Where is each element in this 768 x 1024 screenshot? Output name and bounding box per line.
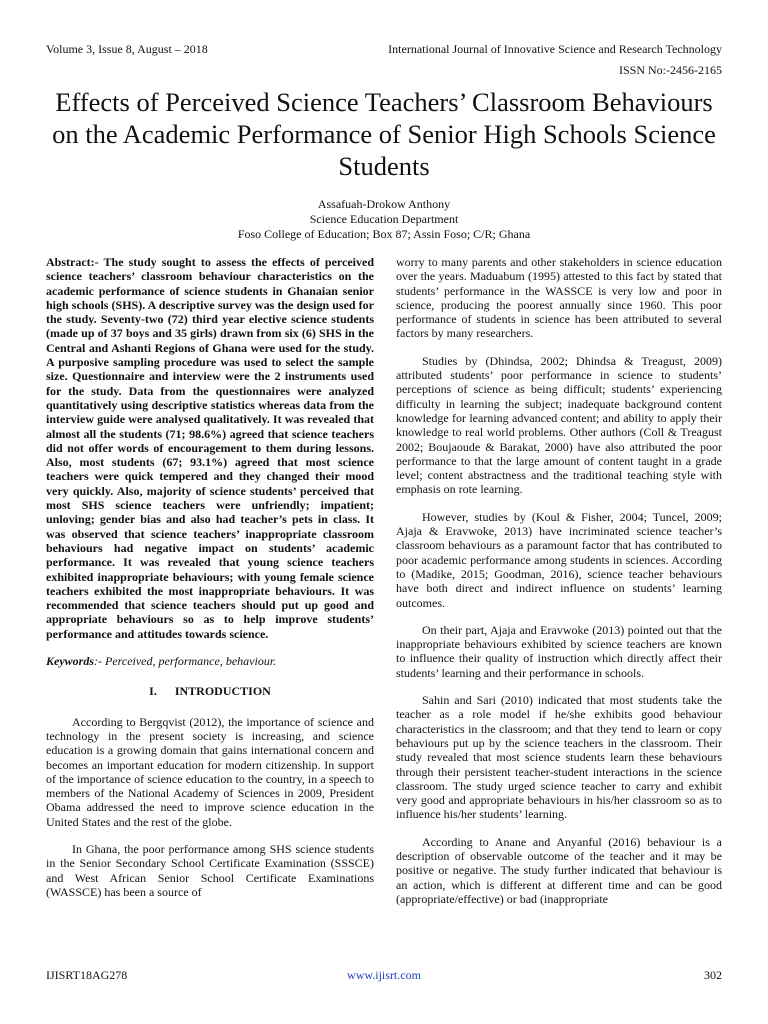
keywords-text: :- Perceived, performance, behaviour. [94, 654, 277, 669]
page-number: 302 [704, 968, 722, 982]
body-paragraph: On their part, Ajaja and Eravwoke (2013) pointed out that the inappropriate behaviours exhibited by science teachers are known to influence their quality of instruction which directly affect their students’ learning and their performance in schools. [396, 622, 722, 680]
intro-paragraph: In Ghana, the poor performance among SHS science students in the Senior Secondary School Certificate Examination (SSSCE) and West African Senior School Certificate Examinations (WASSCE) has been a source of [46, 841, 374, 899]
journal-name: International Journal of Innovative Science and Research Technology [388, 42, 722, 56]
section-number: I. [149, 684, 157, 699]
body-paragraph: According to Anane and Anyanful (2016) behaviour is a description of observable outcome of the teacher and it may be positive or negative. The study further indicated that behaviour is an action, which is different at different time and can be good (appropriate/effective) or bad (inappropriate [396, 834, 722, 906]
website-link[interactable]: www.ijisrt.com [347, 968, 421, 982]
article-code: IJISRT18AG278 [46, 968, 128, 982]
author-affiliation: Foso College of Education; Box 87; Assin Foso; C/R; Ghana [237, 227, 531, 241]
paper-title: Effects of Perceived Science Teachers’ Classroom Behaviours on the Academic Performance of Senior High Schools Science Students [52, 87, 716, 181]
abstract: Abstract:- The study sought to assess the effects of perceived science teachers’ classroom behaviour characteristics on the academic performance of science students in Ghanaian senior high schools (SHS). A descriptive survey was the design used for the study. Seventy-two (72) third year elective science students (made up of 37 boys and 35 girls) drawn from six (6) SHS in the Central and Ashanti Regions of Ghana were used for the study. A purposive sampling procedure was used to select the sample size. Questionnaire and interview were the 2 instruments used for the study. Data from the questionnaires were analyzed quantitatively using descriptive statistics whereas data from the interview guide were analysed qualitatively. It was revealed that almost all the students (71; 98.6%) agreed that science teachers did not offer words of encouragement to them during lessons. Also, most students (67; 93.1%) agreed that most science teachers were quick tempered and they changed their mood very quickly. Also, majority of science students’ perceived that most SHS science teachers were unfriendly; impatient; unloving; gender bias and also had teacher’s pets in class. It was observed that science teachers’ inappropriate classroom behaviours had negative impact on students’ academic performance. It was revealed that young science teachers exhibited inappropriate behaviours; with young female science teachers exhibited the most inappropriate behaviours. It was recommended that science teachers should put up good and appropriate behaviours so as to help improve students’ performance and attitudes towards science. [46, 255, 374, 641]
body-paragraph: worry to many parents and other stakeholders in science education over the years. Maduabum (1995) attested to this fact by stated that students’ performance in the WASSCE is very low and poor in science, producing the poorest annually since 1960. This poor performance of students in science has been attributed to several factors by many researchers. [396, 255, 722, 341]
issn: ISSN No:-2456-2165 [618, 63, 722, 77]
body-paragraph: However, studies by (Koul & Fisher, 2004; Tuncel, 2009; Ajaja & Eravwoke, 2013) have incriminated science teacher’s classroom behaviours as a paramount factor that has contributed to poor academic performance among students in sciences. According to (Madike, 2015; Goodman, 2016), science teacher behaviours have both direct and indirect influence on students’ learning outcomes. [396, 509, 722, 610]
section-title: INTRODUCTION [174, 684, 271, 699]
body-paragraph: Sahin and Sari (2010) indicated that most students take the teacher as a role model if he/she exhibits good behaviour characteristics in the classroom; and that they tend to learn or copy behaviours put up by the science teachers in the classroom. Their study revealed that most science students learn these behaviours through their persistent teacher-student interactions in the science classroom. The study urged science teacher to carry and exhibit very good and appropriate behaviours in his/her classroom so as to influence his/her students’ learning. [396, 693, 722, 822]
author-department: Science Education Department [309, 212, 459, 226]
section-heading [46, 684, 374, 698]
author-name: Assafuah-Drokow Anthony [317, 197, 451, 211]
keywords-label: Keywords [46, 654, 94, 669]
left-column [46, 255, 374, 912]
keywords [46, 654, 374, 668]
right-column [396, 255, 722, 919]
body-paragraph: Studies by (Dhindsa, 2002; Dhindsa & Treagust, 2009) attributed students’ poor performance in science to students’ perceptions of science as being difficult; students’ experiencing difficulty in learning the subject; inadequate background content knowledge for learning advanced content; and ability to apply their knowledge to real world problems. Other authors (Coll & Treagust 2002; Boujaoude & Barakat, 2000) have also attributed the poor performance to that the large amount of content taught in a grade level; content abstractness and the traditional teaching style with emphasis on rote learning. [396, 353, 722, 497]
volume-issue: Volume 3, Issue 8, August – 2018 [46, 42, 208, 56]
author-block [0, 197, 768, 242]
intro-paragraph: According to Bergqvist (2012), the importance of science and technology in the present society is increasing, and science education is a growing domain that gains international concern and becomes an important education for modern citizenship. In support of the importance of science education to the country, in a speech to members of the National Academy of Sciences in 2009, President Obama addressed the need to improve science education in the United States and the rest of the globe. [46, 714, 374, 829]
